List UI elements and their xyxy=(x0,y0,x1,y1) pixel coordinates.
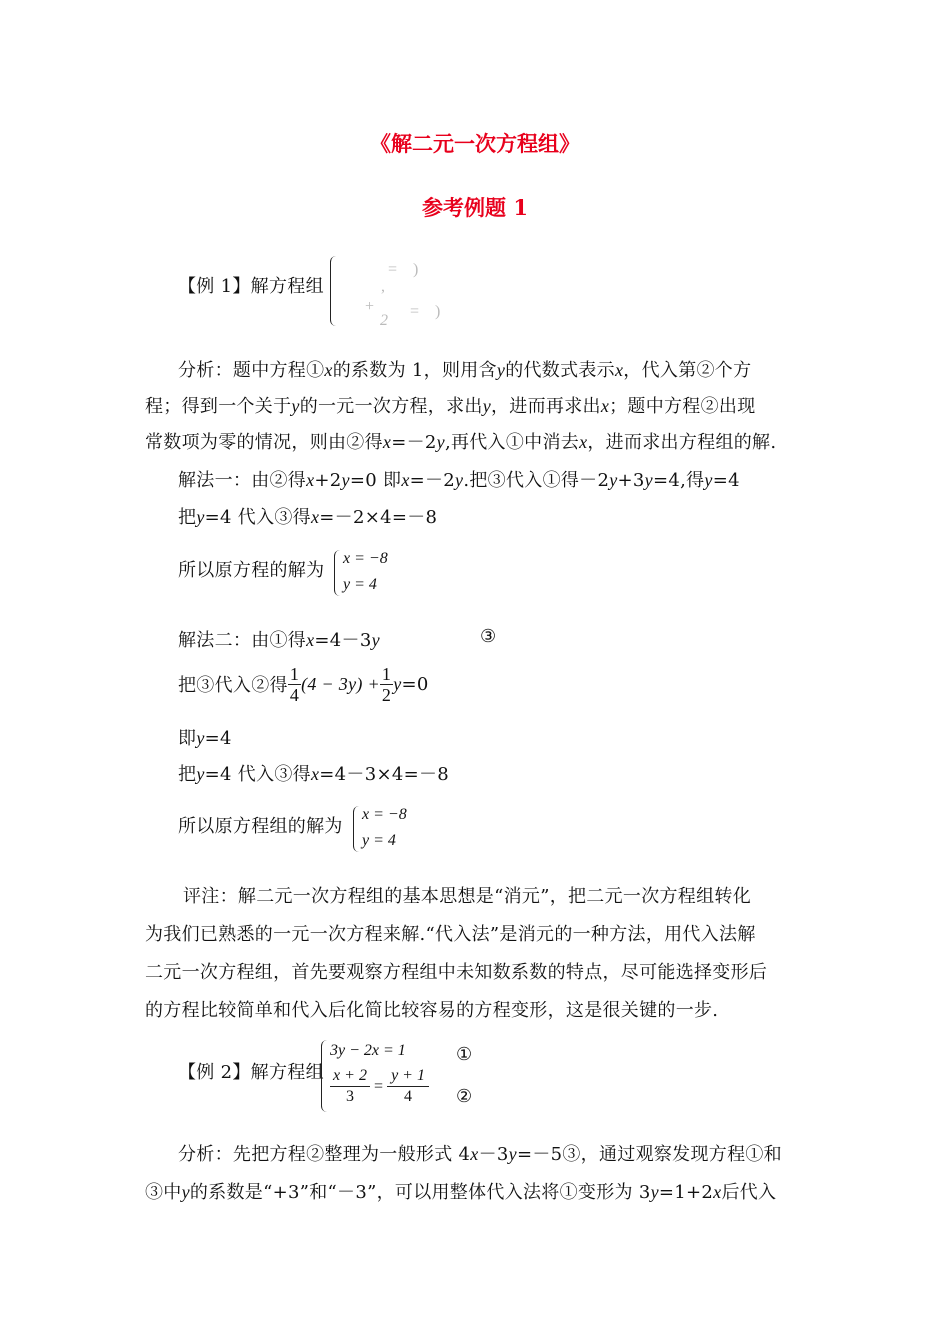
method2-mark3: ③ xyxy=(480,626,497,647)
document-title: 《解二元一次方程组》 xyxy=(370,131,580,156)
example2-mark2: ② xyxy=(456,1086,473,1107)
method1-solution-x: x = −8 xyxy=(343,550,388,567)
example1-label: 【例 1】解方程组 xyxy=(178,276,324,297)
method2-solution-brace xyxy=(353,806,360,852)
comment-line1: 评注：解二元一次方程组的基本思想是“消元”，把二元一次方程组转化 xyxy=(183,886,752,907)
example1-faint-two: 2 xyxy=(380,312,388,329)
method2-line2: 把③代入②得 $\frac{1}{4}$ (4 − 3y) + $\frac{1}{2}$ y =0 xyxy=(178,663,429,705)
analysis1-line2: 程；得到一个关于y的一元一次方程，求出y，进而再求出x；题中方程②出现 xyxy=(145,396,756,417)
method2-solution-x: x = −8 xyxy=(362,806,407,823)
analysis2-line2: ③中y的系数是“+3”和“－3”，可以用整体代入法将①变形为 3y=1+2x后代入 xyxy=(145,1182,777,1203)
comment-line4: 的方程比较简单和代入后化简比较容易的方程变形，这是很关键的一步. xyxy=(145,1000,719,1021)
method1-line1: 解法一：由②得x+2y=0 即x=－2y.把③代入①得－2y+3y=4,得y=4 xyxy=(178,470,740,491)
comment-line3: 二元一次方程组，首先要观察方程组中未知数系数的特点，尽可能选择变形后 xyxy=(145,962,768,983)
analysis2-line1: 分析：先把方程②整理为一般形式 4x－3y=－5③，通过观察发现方程①和 xyxy=(178,1144,782,1165)
method2-solution-label: 所以原方程组的解为 xyxy=(178,816,343,837)
example1-faint-eq2: = ) xyxy=(410,303,441,320)
example1-faint-comma: , xyxy=(381,278,385,295)
method1-solution-brace xyxy=(334,550,341,596)
example2-eq2: $\frac{x + 2}{3}$ = $\frac{y + 1}{4}$ xyxy=(330,1066,429,1107)
example2-brace xyxy=(321,1040,329,1112)
example2-label: 【例 2】解方程组 xyxy=(178,1062,324,1083)
fraction-one-quarter: $\frac{1}{4}$ xyxy=(289,663,300,705)
analysis1-line3: 常数项为零的情况，则由②得x=－2y,再代入①中消去x，进而求出方程组的解. xyxy=(145,432,777,453)
fraction-one-half: $\frac{1}{2}$ xyxy=(381,663,392,705)
example1-faint-plus: + xyxy=(365,298,375,315)
example2-eq1: 3y − 2x = 1 xyxy=(330,1042,406,1059)
analysis1-line1: 分析：题中方程①x的系数为 1，则用含y的代数式表示x，代入第②个方 xyxy=(178,360,752,381)
example1-brace xyxy=(330,256,339,326)
method2-solution-y: y = 4 xyxy=(362,832,396,849)
method1-solution-label: 所以原方程的解为 xyxy=(178,560,325,581)
example2-mark1: ① xyxy=(456,1044,473,1065)
method1-line2: 把y=4 代入③得x=－2×4=－8 xyxy=(178,507,438,528)
method1-solution-y: y = 4 xyxy=(343,576,377,593)
method2-line4: 把y=4 代入③得x=4－3×4=－8 xyxy=(178,764,450,785)
method2-line1: 解法二：由①得x=4－3y xyxy=(178,630,380,651)
document-subtitle: 参考例题 1 xyxy=(422,195,528,220)
comment-line2: 为我们已熟悉的一元一次方程来解.“代入法”是消元的一种方法，用代入法解 xyxy=(145,924,756,945)
example1-faint-eq1: = ) xyxy=(388,261,419,278)
method2-line3: 即y=4 xyxy=(178,728,232,749)
